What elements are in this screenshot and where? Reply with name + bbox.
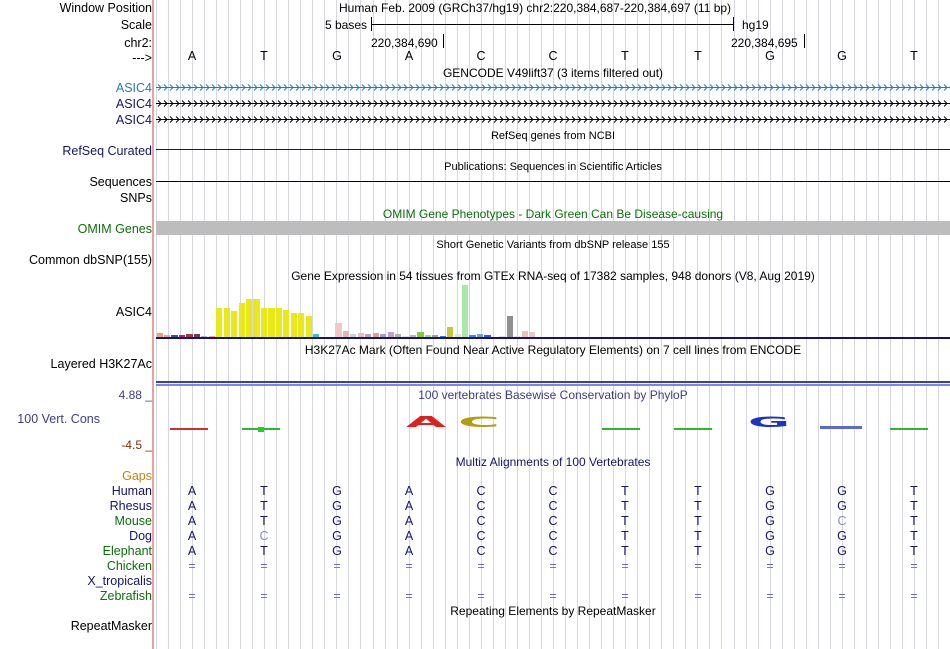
multiz-base: T	[694, 529, 702, 543]
gridline	[637, 0, 638, 649]
phylop-mark-t3	[674, 428, 712, 430]
coord-left: 220,384,690	[371, 36, 438, 50]
multiz-base: T	[910, 544, 918, 558]
multiz-base: =	[910, 589, 918, 603]
gridline	[661, 0, 662, 649]
multiz-base: T	[910, 484, 918, 498]
multiz-base: G	[837, 529, 847, 543]
gridline	[782, 0, 783, 649]
multiz-base: A	[187, 544, 197, 558]
sequence-base: G	[765, 49, 775, 63]
multiz-base: T	[260, 544, 268, 558]
gridline	[818, 0, 819, 649]
gtex-tissue-bar[interactable]	[298, 313, 304, 337]
scale-label: Scale	[120, 18, 152, 32]
multiz-base: A	[187, 484, 197, 498]
multiz-base: T	[910, 514, 918, 528]
multiz-base: C	[476, 529, 486, 543]
gtex-tissue-bar[interactable]	[246, 299, 252, 337]
multiz-base: G	[332, 529, 342, 543]
multiz-base: =	[333, 589, 341, 603]
gtex-tissue-bar[interactable]	[216, 308, 222, 337]
multiz-species-label[interactable]: Elephant	[102, 544, 152, 558]
h3k27ac-signal-bottom	[156, 384, 950, 386]
multiz-base: C	[548, 544, 558, 558]
chrom-label: chr2:	[124, 36, 152, 50]
multiz-base: A	[404, 544, 414, 558]
refseq-feature[interactable]	[156, 149, 950, 150]
publications-label[interactable]: Sequences	[89, 175, 152, 189]
multiz-base: C	[259, 529, 269, 543]
phylop-max-label: 4.88 _	[118, 388, 152, 402]
multiz-base: =	[260, 589, 268, 603]
h3k27ac-track-title[interactable]: H3K27Ac Mark (Often Found Near Active Regulatory Elements) on 7 cell lines from ENCODE	[304, 343, 802, 357]
multiz-species-label[interactable]: X_tropicalis	[87, 574, 152, 588]
gridline	[565, 0, 566, 649]
multiz-base: A	[404, 484, 414, 498]
multiz-base: =	[549, 559, 557, 573]
gridline	[854, 0, 855, 649]
strand-arrow-label: --->	[132, 51, 152, 65]
gridline	[746, 0, 747, 649]
multiz-base: T	[694, 544, 702, 558]
multiz-base: A	[187, 514, 197, 528]
multiz-base: C	[837, 514, 847, 528]
window-position-label: Window Position	[59, 1, 152, 15]
multiz-species-label[interactable]: Mouse	[114, 514, 152, 528]
multiz-species-label[interactable]: Human	[111, 484, 152, 498]
multiz-base: =	[188, 589, 196, 603]
dbsnp-track-title[interactable]: Short Genetic Variants from dbSNP release 155	[436, 239, 670, 251]
gridline	[721, 0, 722, 649]
scale-bar-right-tick	[733, 17, 734, 31]
multiz-base: C	[548, 484, 558, 498]
multiz-base: G	[332, 484, 342, 498]
multiz-base: =	[838, 559, 846, 573]
publications-feature[interactable]	[156, 181, 950, 182]
multiz-base: G	[332, 514, 342, 528]
sequence-base: T	[910, 49, 918, 63]
multiz-base: G	[765, 484, 775, 498]
multiz-base: G	[837, 484, 847, 498]
dna-sequence-row	[0, 49, 950, 63]
multiz-base: T	[260, 499, 268, 513]
multiz-base: C	[548, 514, 558, 528]
scale-text: 5 bases	[324, 18, 367, 32]
gtex-tissue-bar[interactable]	[239, 303, 245, 337]
scale-bar	[371, 24, 733, 25]
multiz-base: =	[694, 589, 702, 603]
multiz-base: =	[405, 589, 413, 603]
sequence-base: G	[837, 49, 847, 63]
gencode-feature-1[interactable]	[156, 84, 950, 91]
gtex-label[interactable]: ASIC4	[115, 305, 152, 319]
multiz-base: =	[188, 559, 196, 573]
multiz-base: C	[548, 529, 558, 543]
gtex-tissue-bar[interactable]	[268, 308, 274, 337]
phylop-letter-g: G	[748, 415, 790, 431]
gtex-tissue-bar[interactable]	[261, 308, 267, 337]
gridline	[673, 0, 674, 649]
gencode-feature-3[interactable]	[156, 116, 950, 123]
coord-right-tick	[804, 34, 805, 48]
multiz-base: T	[621, 544, 629, 558]
multiz-base: G	[765, 514, 775, 528]
gtex-tissue-bar[interactable]	[291, 313, 297, 337]
multiz-base: =	[549, 589, 557, 603]
phylop-label[interactable]: 100 Vert. Cons	[17, 412, 100, 426]
multiz-base: C	[476, 484, 486, 498]
multiz-base: =	[694, 559, 702, 573]
multiz-base: A	[404, 514, 414, 528]
multiz-base: T	[694, 484, 702, 498]
gencode-track-title[interactable]: GENCODE V49lift37 (3 items filtered out)	[442, 66, 664, 80]
phylop-letter-c: C	[458, 415, 500, 431]
multiz-base: T	[910, 499, 918, 513]
dbsnp-label[interactable]: Common dbSNP(155)	[29, 253, 152, 267]
publications-track-title[interactable]: Publications: Sequences in Scientific Articles	[444, 161, 662, 173]
multiz-species-label[interactable]: Rhesus	[109, 499, 152, 513]
phylop-min-label: -4.5 _	[121, 438, 152, 452]
multiz-base: A	[404, 499, 414, 513]
gridline	[878, 0, 879, 649]
gridline	[758, 0, 759, 649]
multiz-base: =	[838, 589, 846, 603]
phylop-track-title[interactable]: 100 vertebrates Basewise Conservation by PhyloP	[418, 388, 688, 402]
multiz-base: G	[332, 499, 342, 513]
phylop-mark-a1	[170, 428, 208, 430]
phylop-letter-a: A	[406, 413, 448, 431]
phylop-mark-t4	[890, 428, 928, 430]
gridline	[685, 0, 686, 649]
gridline	[938, 0, 939, 649]
multiz-base: C	[476, 499, 486, 513]
gtex-tissue-bar[interactable]	[231, 311, 237, 337]
multiz-species-label[interactable]: Chicken	[106, 559, 152, 573]
multiz-base: A	[187, 529, 197, 543]
multiz-base: =	[766, 559, 774, 573]
multiz-species-label[interactable]: Zebrafish	[99, 589, 152, 603]
gaps-label[interactable]: Gaps	[122, 469, 152, 483]
multiz-base: T	[694, 499, 702, 513]
repeatmasker-label[interactable]: RepeatMasker	[70, 619, 152, 633]
omim-label[interactable]: OMIM Genes	[77, 222, 152, 236]
multiz-base: G	[765, 529, 775, 543]
refseq-label[interactable]: RefSeq Curated	[62, 144, 152, 158]
multiz-base: =	[333, 559, 341, 573]
gencode-feature-2[interactable]	[156, 100, 950, 107]
repeatmasker-track-title[interactable]: Repeating Elements by RepeatMasker	[450, 604, 656, 618]
gencode-item-3-label[interactable]: ASIC4	[115, 113, 152, 127]
coord-left-tick	[443, 34, 444, 48]
multiz-base: G	[765, 544, 775, 558]
gridline	[613, 0, 614, 649]
gridline	[577, 0, 578, 649]
multiz-base: G	[765, 499, 775, 513]
multiz-base: C	[476, 514, 486, 528]
gridline	[709, 0, 710, 649]
gridline	[794, 0, 795, 649]
gtex-tissue-bar[interactable]	[283, 310, 289, 337]
multiz-base: =	[477, 589, 485, 603]
multiz-base: =	[405, 559, 413, 573]
gridline	[806, 0, 807, 649]
gridline	[734, 0, 735, 649]
snps-label[interactable]: SNPs	[120, 191, 152, 205]
multiz-base: T	[260, 484, 268, 498]
gtex-bar-chart[interactable]	[156, 284, 536, 337]
multiz-base: T	[260, 514, 268, 528]
gtex-tissue-bar[interactable]	[224, 308, 230, 337]
multiz-species-label[interactable]: Dog	[129, 529, 152, 543]
gridline	[830, 0, 831, 649]
gridline	[649, 0, 650, 649]
multiz-base: G	[837, 499, 847, 513]
coord-right: 220,384,695	[731, 36, 798, 50]
multiz-base: C	[548, 499, 558, 513]
phylop-logo[interactable]	[156, 410, 950, 436]
omim-track-title[interactable]: OMIM Gene Phenotypes - Dark Green Can Be Disease-causing	[382, 207, 724, 221]
h3k27ac-signal-top	[156, 381, 950, 383]
sequence-base: G	[332, 49, 342, 63]
multiz-base: =	[766, 589, 774, 603]
multiz-base: T	[621, 499, 629, 513]
gtex-tissue-bar[interactable]	[306, 316, 312, 337]
refseq-track-title[interactable]: RefSeq genes from NCBI	[490, 130, 616, 142]
sequence-base: T	[621, 49, 629, 63]
position-text: Human Feb. 2009 (GRCh37/hg19) chr2:220,384,687-220,384,697 (11 bp)	[339, 1, 732, 15]
sequence-base: A	[187, 49, 197, 63]
gridline	[601, 0, 602, 649]
gridline	[866, 0, 867, 649]
gencode-item-2-label[interactable]: ASIC4	[115, 97, 152, 111]
gridline	[926, 0, 927, 649]
phylop-mark-t2	[602, 428, 640, 430]
multiz-base: T	[621, 484, 629, 498]
gtex-track-title[interactable]: Gene Expression in 54 tissues from GTEx RNA-seq of 17382 samples, 948 donors (V8, Aug 2019)	[291, 269, 815, 283]
h3k27ac-label[interactable]: Layered H3K27Ac	[50, 357, 152, 371]
phylop-mark-g2	[820, 426, 862, 429]
multiz-base: T	[910, 529, 918, 543]
gtex-baseline	[156, 337, 950, 339]
assembly-label: hg19	[742, 18, 769, 32]
multiz-base: =	[260, 559, 268, 573]
multiz-base: =	[621, 589, 629, 603]
gtex-tissue-bar[interactable]	[462, 285, 468, 337]
multiz-base: G	[837, 544, 847, 558]
gtex-tissue-bar[interactable]	[276, 308, 282, 337]
left-panel-border	[152, 0, 154, 649]
gridline	[541, 0, 542, 649]
sequence-base: C	[548, 49, 558, 63]
multiz-base: G	[332, 544, 342, 558]
gencode-item-1-label[interactable]: ASIC4	[115, 81, 152, 95]
multiz-base: =	[477, 559, 485, 573]
gtex-tissue-bar[interactable]	[507, 316, 513, 337]
gtex-tissue-bar[interactable]	[447, 327, 453, 337]
gtex-tissue-bar[interactable]	[253, 299, 259, 337]
multiz-track-title[interactable]: Multiz Alignments of 100 Vertebrates	[455, 455, 651, 469]
sequence-base: A	[404, 49, 414, 63]
omim-feature[interactable]	[156, 221, 950, 235]
multiz-base: =	[910, 559, 918, 573]
sequence-base: T	[260, 49, 268, 63]
multiz-base: =	[621, 559, 629, 573]
multiz-base: A	[404, 529, 414, 543]
multiz-base: T	[621, 514, 629, 528]
multiz-base: A	[187, 499, 197, 513]
multiz-base: T	[621, 529, 629, 543]
sequence-base: T	[694, 49, 702, 63]
multiz-base: T	[694, 514, 702, 528]
multiz-base: C	[476, 544, 486, 558]
gridline	[902, 0, 903, 649]
sequence-base: C	[476, 49, 486, 63]
gtex-tissue-bar[interactable]	[335, 323, 341, 337]
gridline	[589, 0, 590, 649]
phylop-mark-t1-peak	[258, 427, 264, 432]
gridline	[890, 0, 891, 649]
